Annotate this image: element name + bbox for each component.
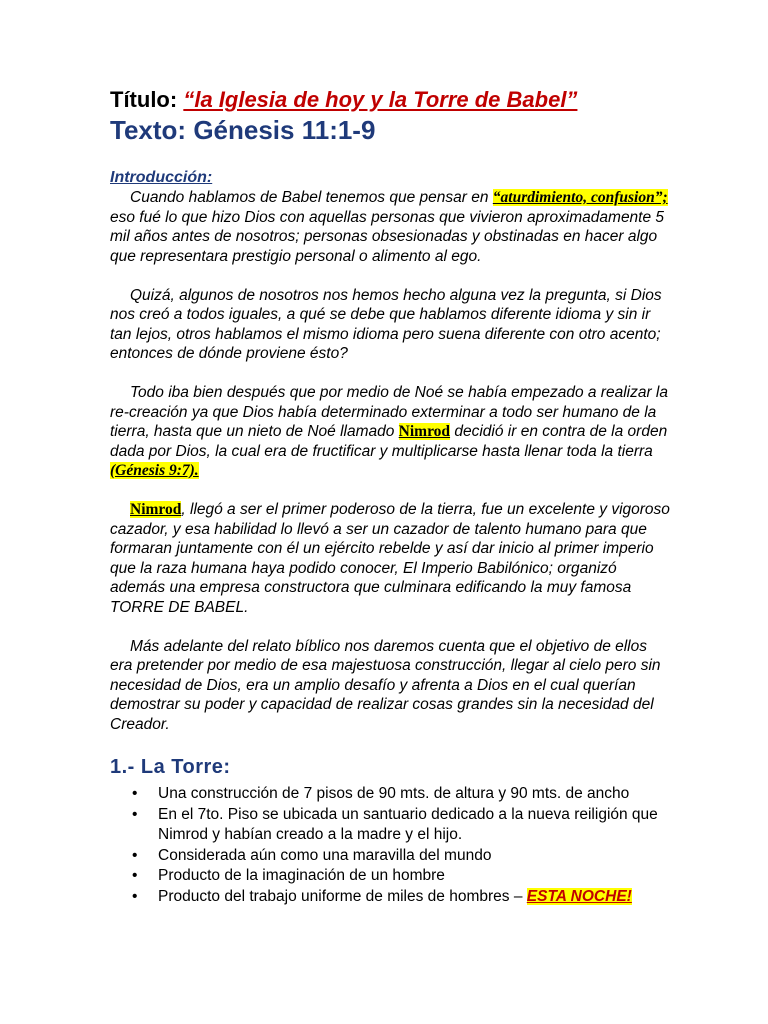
bullet-icon: • [132, 887, 138, 905]
bullet-icon: • [132, 846, 138, 864]
p3-reference: (Génesis 9:7). [110, 462, 199, 479]
list-item: • En el 7to. Piso se ubicada un santuario dedicado a la nueva reiligión que Nimrod y habían creado a la madre y el hijo. [132, 805, 658, 843]
texto-label: Texto: [110, 115, 187, 145]
document-page [110, 86, 670, 907]
p3-highlight-nimrod: Nimrod [398, 423, 451, 440]
bullet-icon: • [132, 785, 138, 802]
intro-paragraph-2 [110, 286, 670, 364]
p4-highlight-nimrod: Nimrod [130, 501, 182, 518]
esta-noche-highlight: ESTA NOCHE! [526, 887, 632, 905]
texto-ref: Génesis 11:1-9 [193, 115, 376, 145]
p1-text-a: Cuando hablamos de Babel tenemos que pensar en [130, 189, 493, 206]
bullet-icon: • [132, 805, 138, 823]
titulo-label: Título: [110, 87, 178, 112]
titulo-text: “la Iglesia de hoy y la Torre de Babel” [183, 87, 578, 112]
p1-text-b: eso fué lo que hizo Dios con aquellas personas que vivieron aproximadamente 5 mil años antes de nosotros; personas obsesionadas y obstinadas en hacer algo que representara prestigio personal o alimento al ego. [110, 208, 665, 265]
title-line [110, 86, 670, 114]
list-item: • Producto del trabajo uniforme de miles de hombres – ESTA NOCHE! [110, 887, 670, 908]
p3-text-b: decidió ir en contra de la orden dada por Dios, la cual era de fructificar y multiplicarse hasta llenar toda la tierra [110, 423, 668, 460]
list-item: • Considerada aún como una maravilla del mundo [110, 846, 670, 867]
la-torre-list [110, 784, 670, 907]
p3-text-a: Todo iba bien después que por medio de Noé se había empezado a realizar la re-creación ya que Dios había determinado exterminar a todo ser humano de la tierra, hasta que un nieto de Noé llamado [110, 384, 668, 440]
intro-paragraph-1 [110, 188, 670, 266]
list-item: • Producto de la imaginación de un hombre [110, 866, 670, 887]
intro-heading: Introducción: [110, 169, 213, 186]
list-item: • Una construcción de 7 pisos de 90 mts. de altura y 90 mts. de ancho [110, 784, 670, 805]
intro-paragraph-3 [110, 383, 670, 481]
p5-text: Más adelante del relato bíblico nos daremos cuenta que el objetivo de ellos era pretender por medio de esa majestuosa construcción, llegar al cielo pero sin necesidad de Dios, era un amplio desafío y afrenta a Dios en el cual querían demostrar su poder y capacidad de realizar cosas grandes sin la necesidad del Creador. [110, 637, 661, 733]
p2-text: Quizá, algunos de nosotros nos hemos hecho alguna vez la pregunta, si Dios nos creó a todos iguales, a qué se debe que hablamos diferente idioma y sin ir tan lejos, otros hablamos el mismo idioma pero suena diferente con otro acento; entonces de dónde proviene ésto? [110, 286, 662, 362]
bullet-icon: • [132, 867, 138, 884]
p1-highlight: “aturdimiento, confusion”; [492, 189, 668, 206]
texto-line [110, 114, 670, 146]
intro-paragraph-4 [110, 500, 670, 617]
intro-paragraph-5 [110, 637, 670, 735]
section-heading-la-torre: 1.- La Torre: [110, 756, 231, 778]
p4-text: , llegó a ser el primer poderoso de la tierra, fue un excelente y vigoroso cazador, y esa habilidad lo llevó a ser un cazador de talento humano para que formaran juntamente con él un ejército rebelde y así dar inicio al primer imperio que la raza humana haya podido conocer, El Imperio Babilónico; organizó además una empresa constructora que culminara edificando la muy famosa TORRE DE BABEL. [110, 501, 670, 616]
